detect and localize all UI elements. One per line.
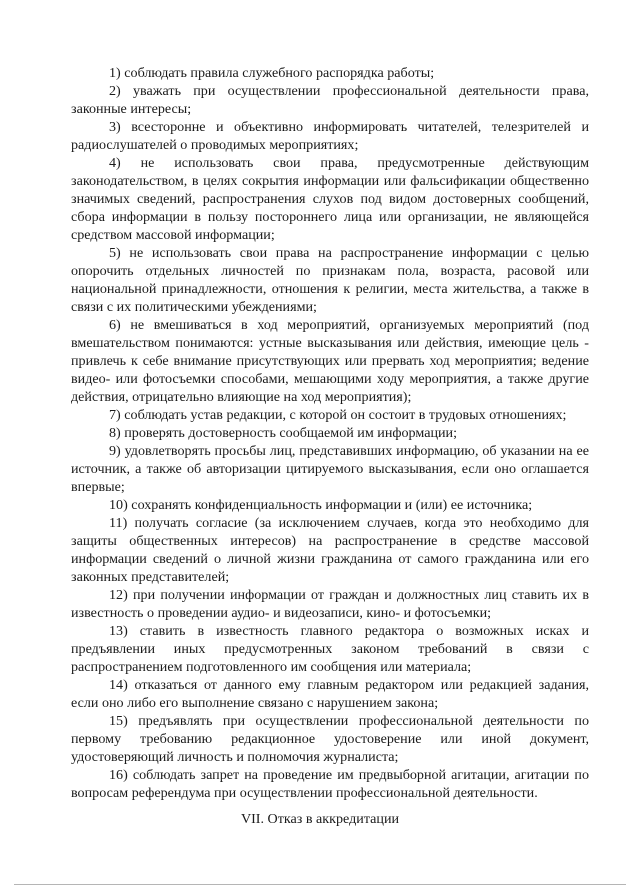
obligation-item: 6) не вмешиваться в ход мероприятий, организуемых мероприятий (под вмешательством понимаются: устные высказывания или действия, имеющие цель - привлечь к себе внимание присутствующих или прервать ход мероприятия; ведение видео- или фотосъемки способами, мешающими ходу мероприятия, а также другие действия, отрицательно влияющие на ход мероприятия); <box>71 317 589 405</box>
obligation-item: 14) отказаться от данного ему главным редактором или редакцией задания, если оно либо его выполнение связано с нарушением закона; <box>71 677 589 711</box>
section-heading: VII. Отказ в аккредитации <box>240 811 400 827</box>
obligation-item: 12) при получении информации от граждан и должностных лиц ставить их в известность о проведении аудио- и видеозаписи, кино- и фотосъемки; <box>71 587 589 621</box>
obligation-item: 9) удовлетворять просьбы лиц, представивших информацию, об указании на ее источник, а также об авторизации цитируемого высказывания, если оно оглашается впервые; <box>71 443 589 495</box>
obligation-item: 15) предъявлять при осуществлении профессиональной деятельности по первому требованию редакционное удостоверение или иной документ, удостоверяющий личность и полномочия журналиста; <box>71 713 589 765</box>
obligation-item: 8) проверять достоверность сообщаемой им информации; <box>109 425 458 441</box>
obligation-item: 3) всесторонне и объективно информировать читателей, телезрителей и радиослушателей о проводимых мероприятиях; <box>71 119 589 153</box>
page-bottom-rule <box>14 884 626 885</box>
obligation-item: 10) сохранять конфиденциальность информации и (или) ее источника; <box>109 497 533 513</box>
obligation-item: 16) соблюдать запрет на проведение им предвыборной агитации, агитации по вопросам референдума при осуществлении профессиональной деятельности. <box>71 767 589 801</box>
obligation-item: 13) ставить в известность главного редактора о возможных исках и предъявлении иных предусмотренных законом требований в связи с распространением подготовленного им сообщения или материала; <box>71 623 589 675</box>
obligation-item: 5) не использовать свои права на распространение информации с целью опорочить отдельных личностей по признакам пола, возраста, расовой или национальной принадлежности, отношения к религии, места жительства, а также в связи с их политическими убеждениями; <box>71 245 589 315</box>
obligation-item: 1) соблюдать правила служебного распорядка работы; <box>109 65 435 81</box>
obligation-item: 4) не использовать свои права, предусмотренные действующим законодательством, в целях сокрытия информации или фальсификации общественно значимых сведений, распространения слухов под видом достоверных сообщений, сбора информации в пользу постороннего лица или организации, не являющейся средством массовой информации; <box>71 155 589 243</box>
obligation-item: 2) уважать при осуществлении профессиональной деятельности права, законные интересы; <box>71 83 589 117</box>
obligations-list <box>71 64 589 802</box>
obligation-item: 11) получать согласие (за исключением случаев, когда это необходимо для защиты общественных интересов) на распространение в средстве массовой информации сведений о личной жизни гражданина от самого гражданина или его законных представителей; <box>71 515 589 585</box>
obligation-item: 7) соблюдать устав редакции, с которой он состоит в трудовых отношениях; <box>109 407 567 423</box>
